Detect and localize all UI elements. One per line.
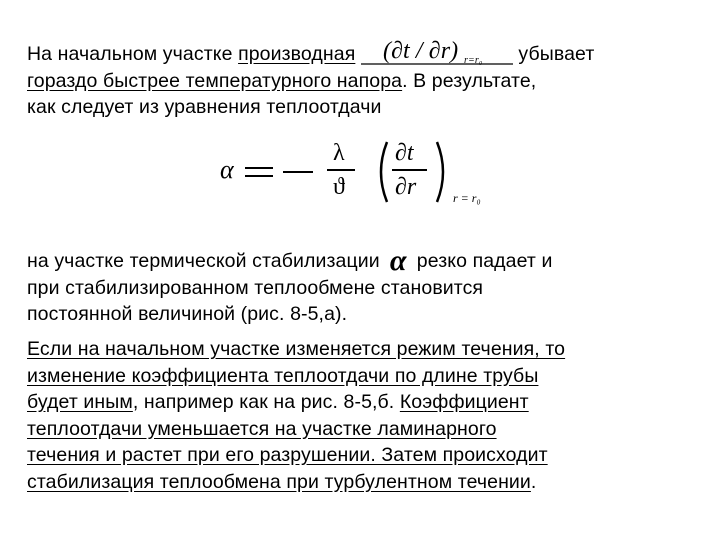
flow-line-6	[27, 469, 697, 496]
text-fragment: Коэффициент	[399, 391, 529, 413]
text-fragment: будет иным	[27, 391, 133, 413]
intro-paragraph	[27, 40, 697, 121]
temperature-head-phrase: гораздо быстрее температурного напора	[27, 69, 403, 92]
intro-line-3: как следует из уравнения теплоотдачи	[27, 96, 382, 118]
text-fragment: резко падает и	[411, 250, 553, 272]
equation-left-paren	[381, 142, 387, 202]
stabilization-line-2: при стабилизированном теплообмене становится	[27, 276, 484, 299]
text-fragment: На начальном участке	[27, 43, 239, 65]
flow-regime-paragraph	[27, 336, 697, 495]
inline-derivative-formula	[361, 40, 513, 66]
heat-transfer-equation	[215, 130, 525, 210]
intro-line-1	[27, 40, 697, 68]
equation-lambda: λ	[333, 140, 345, 166]
flow-line-3	[27, 389, 697, 416]
text-fragment: . В результате,	[402, 69, 537, 92]
flow-line-2: изменение коэффициента теплоотдачи по длине трубы	[27, 364, 539, 387]
equation-alpha: α	[220, 155, 234, 184]
intro-line-2	[27, 68, 697, 95]
equation-subscript: r = r₀	[453, 191, 481, 205]
stabilization-line-3: постоянной величиной (рис. 8-5,а).	[27, 303, 348, 325]
flow-line-4: теплоотдачи уменьшается на участке ламинарного	[27, 417, 497, 440]
equation-theta: ϑ	[333, 174, 345, 200]
text-fragment: на участке термической стабилизации	[27, 250, 386, 272]
equation-dt: ∂t	[395, 140, 414, 166]
stabilization-paragraph	[27, 244, 697, 328]
inline-derivative-text: (∂t / ∂r)	[382, 38, 459, 64]
flow-line-1: Если на начальном участке изменяется режим течения, то	[27, 338, 566, 360]
inline-derivative-subscript: r=r₀	[463, 55, 483, 66]
text-fragment: .	[530, 470, 537, 493]
derivative-word: производная	[238, 43, 356, 65]
alpha-symbol: α	[389, 244, 407, 277]
text-fragment: , например как на рис. 8-5,б.	[132, 391, 400, 413]
text-fragment: стабилизация теплообмена при турбулентном течении	[27, 470, 531, 493]
text-fragment: убывает	[512, 43, 595, 65]
stabilization-line-1	[27, 244, 697, 277]
flow-line-5: течения и растет при его разрушении. Затем происходит	[27, 444, 548, 466]
equation-right-paren	[437, 142, 443, 202]
equation-dr: ∂r	[395, 174, 417, 200]
